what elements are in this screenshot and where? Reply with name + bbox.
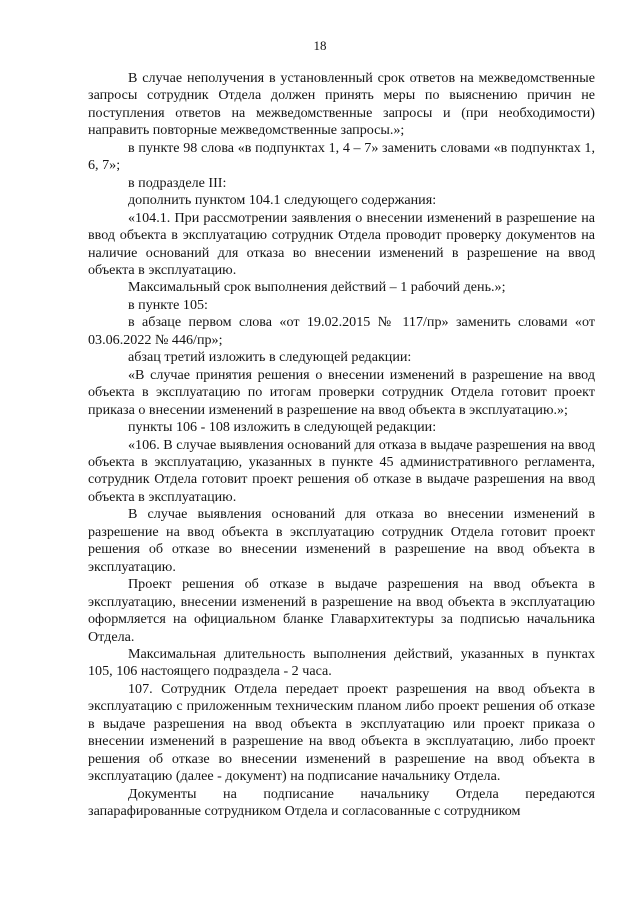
paragraph: Проект решения об отказе в выдаче разрешения на ввод объекта в эксплуатацию, внесении изменений в разрешение на ввод объекта в эксплуатацию оформляется на официальном бланке Главархитектуры за подписью начальника Отдела. [88,576,595,645]
paragraph: 107. Сотрудник Отдела передает проект разрешения на ввод объекта в эксплуатацию с приложенным техническим планом либо проект решения об отказе в выдаче разрешения на ввод объекта в эксплуатацию или проект приказа о внесении изменений в разрешение на ввод объекта в эксплуатацию, либо проект решения об отказе во внесении изменений в разрешение на ввод объекта в эксплуатацию (далее - документ) на подписание начальнику Отдела. [88,680,595,785]
paragraph: дополнить пунктом 104.1 следующего содержания: [128,192,437,209]
paragraph: Документы на подписание начальнику Отдела передаются запарафированные сотрудником Отдела и согласованные с сотрудником [88,785,595,820]
document-body [88,70,595,820]
paragraph: Максимальная длительность выполнения действий, указанных в пунктах 105, 106 настоящего подраздела - 2 часа. [88,645,595,680]
paragraph: В случае неполучения в установленный срок ответов на межведомственные запросы сотрудник Отдела должен принять меры по выяснению причин не поступления ответов на межведомственные запросы и (при необходимости) направить повторные межведомственные запросы.»; [88,70,595,139]
paragraph: в абзаце первом слова «от 19.02.2015 № 117/пр» заменить словами «от 03.06.2022 № 446/пр»; [88,314,595,348]
paragraph: «104.1. При рассмотрении заявления о внесении изменений в разрешение на ввод объекта в эксплуатацию сотрудник Отдела проводит проверку документов на наличие оснований для отказа во внесении изменений в разрешение на ввод объекта в эксплуатацию. [88,209,595,278]
paragraph: Максимальный срок выполнения действий – 1 рабочий день.»; [128,279,506,296]
paragraph: пункты 106 - 108 изложить в следующей редакции: [128,419,437,436]
page-number: 18 [313,38,327,53]
paragraph: в пункте 105: [128,296,208,313]
paragraph: «В случае принятия решения о внесении изменений в разрешение на ввод объекта в эксплуатацию по итогам проверки сотрудник Отдела готовит проект приказа о внесении изменений в разрешение на ввод объекта в эксплуатацию.»; [88,366,595,418]
paragraph: абзац третий изложить в следующей редакции: [128,349,412,366]
paragraph: В случае выявления оснований для отказа во внесении изменений в разрешение на ввод объекта в эксплуатацию сотрудник Отдела готовит проект решения об отказе во внесении изменений в разрешение на ввод объекта в эксплуатацию. [88,506,595,575]
paragraph: в подразделе III: [128,174,227,191]
paragraph: в пункте 98 слова «в подпунктах 1, 4 – 7» заменить словами «в подпунктах 1, 6, 7»; [88,139,595,174]
paragraph: «106. В случае выявления оснований для отказа в выдаче разрешения на ввод объекта в эксплуатацию, указанных в пункте 45 административного регламента, сотрудник Отдела готовит проект решения об отказе в выдаче разрешения на ввод объекта в эксплуатацию. [88,436,595,505]
